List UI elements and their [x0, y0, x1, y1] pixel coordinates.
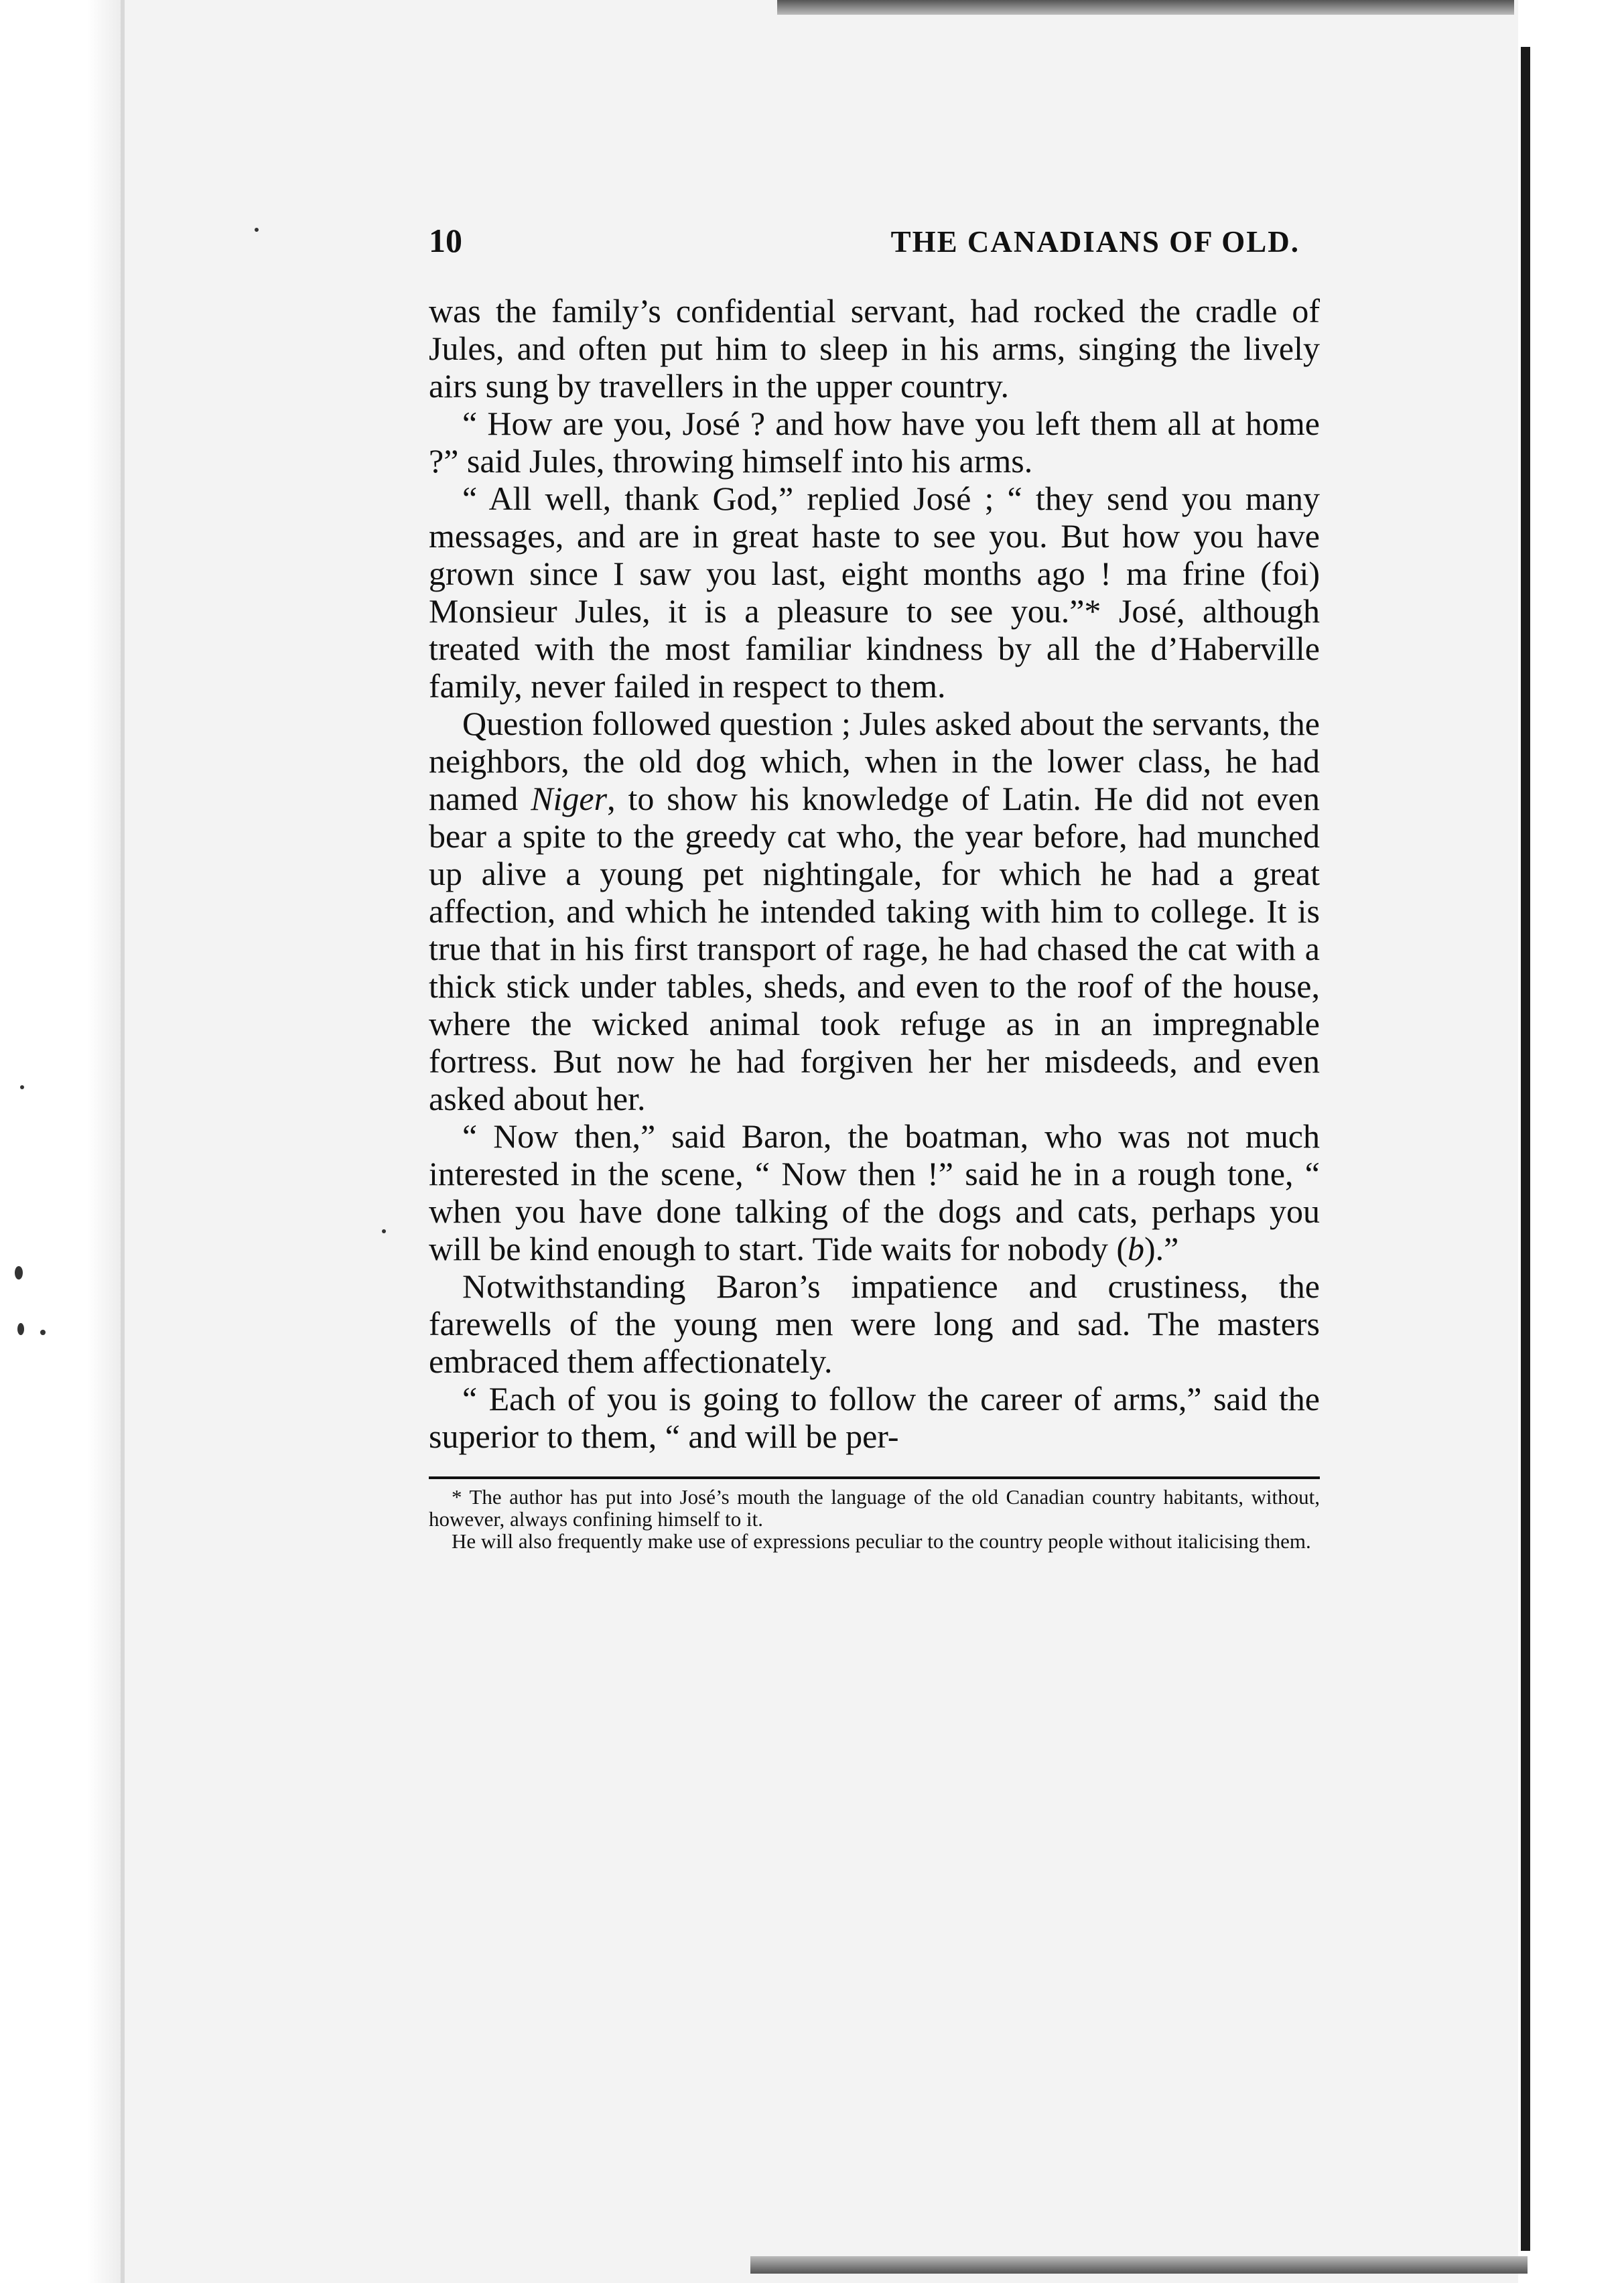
italic-word: Niger [531, 780, 608, 817]
paragraph-text: “ Each of you is going to follow the career of arms,” said the superior to them, “ and will be per- [429, 1380, 1320, 1455]
margin-speck [15, 1266, 23, 1279]
paragraph-text: Question followed question ; Jules asked about the servants, the neighbors, the old dog which, when in the lower class, he had named [429, 705, 1320, 817]
page-text-block [429, 221, 1320, 1552]
paragraph [429, 1267, 1320, 1380]
paragraph-text: Notwithstanding Baron’s impatience and crustiness, the farewells of the young men were long and sad. The masters embraced them affectionately. [429, 1267, 1320, 1380]
page-number: 10 [429, 222, 462, 259]
running-head: THE CANADIANS OF OLD. [890, 225, 1300, 259]
margin-speck [20, 1085, 24, 1089]
paragraph-text: , to show his knowledge of Latin. He did not even bear a spite to the greedy cat who, the year before, had munched up alive a young pet nightingale, for which he had a great affection, and which he intended taking with him to college. It is true that in his first transport of rage, he had chased the cat with a thick stick under tables, sheds, and even to the roof of the house, where the wicked animal took refuge as in an impregnable fortress. But now he had forgiven her her misdeeds, and even asked about her. [429, 780, 1320, 1117]
bottom-edge-smudge [750, 2256, 1528, 2274]
paragraph [429, 705, 1320, 1117]
footnote: * The author has put into José’s mouth the language of the old Canadian country habitants, without, however, always confining himself to it. [429, 1485, 1320, 1531]
italic-word: b [1128, 1230, 1144, 1267]
paragraph [429, 1380, 1320, 1455]
page-header [429, 221, 1320, 260]
margin-speck [17, 1323, 24, 1335]
paragraph-text: “ Now then,” said Baron, the boatman, who was not much interested in the scene, “ Now then !” said he in a rough tone, “ when you have done talking of the dogs and cats, perhaps you will be kind enough to start. Tide waits for nobody ( [429, 1117, 1320, 1267]
paragraph [429, 1117, 1320, 1267]
paragraph-text: “ All well, thank God,” replied José ; “ they send you many messages, and are in great haste to see you. But how you have grown since I saw you last, eight months ago ! ma frine (foi) Monsieur Jules, it is a pleasure to see you.”* José, although treated with the most familiar kindness by all the d’Haberville family, never failed in respect to them. [429, 480, 1320, 705]
footnote-divider [429, 1476, 1320, 1479]
body-text [429, 292, 1320, 1455]
paragraph [429, 480, 1320, 705]
paragraph-text: “ How are you, José ? and how have you left them all at home ?” said Jules, throwing himself into his arms. [429, 405, 1320, 480]
margin-speck [40, 1330, 46, 1335]
margin-speck [382, 1229, 386, 1233]
paragraph-text: was the family’s confidential servant, had rocked the cradle of Jules, and often put him to sleep in his arms, singing the lively airs sung by travellers in the upper country. [429, 292, 1320, 405]
footnote: He will also frequently make use of expressions peculiar to the country people without italicising them. [452, 1529, 1311, 1553]
paragraph [429, 292, 1320, 405]
top-edge-smudge [777, 0, 1514, 15]
footnotes [429, 1486, 1320, 1552]
binding-edge-line [1521, 47, 1530, 2251]
paragraph [429, 405, 1320, 480]
margin-speck [255, 228, 259, 232]
paragraph-text: ).” [1144, 1230, 1179, 1267]
